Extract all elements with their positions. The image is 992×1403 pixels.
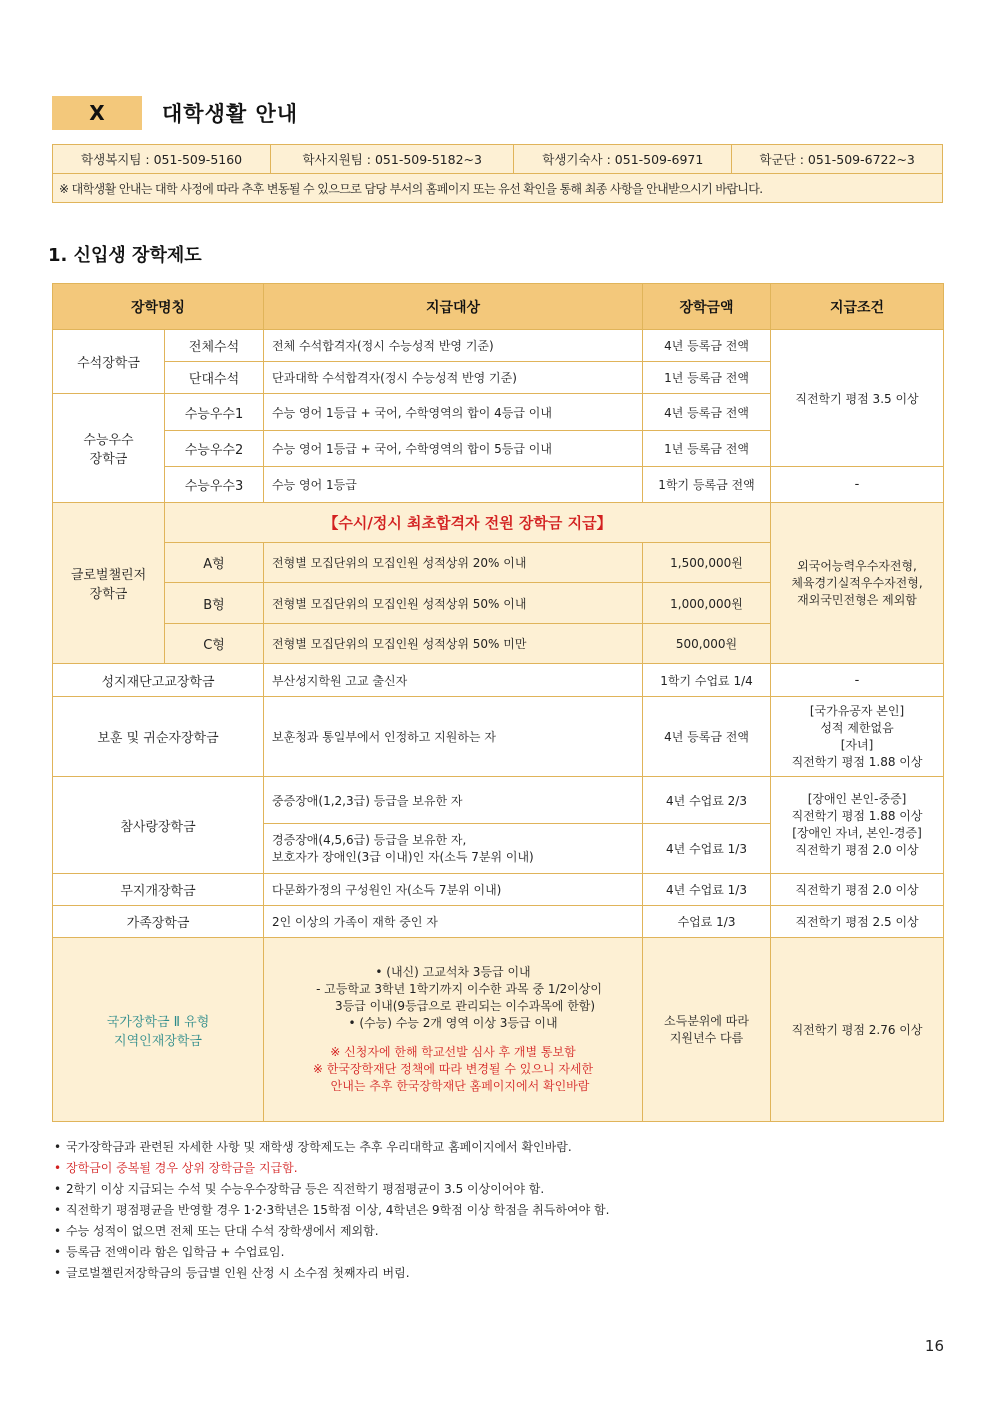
- footnote-item: • 등록금 전액이라 함은 입학금 + 수업료임.: [52, 1242, 943, 1263]
- target-cell: 수능 영어 1등급 + 국어, 수학영역의 합이 5등급 이내: [264, 431, 643, 467]
- footnote-item: • 장학금이 중복될 경우 상위 장학금을 지급함.: [52, 1158, 943, 1179]
- header-amount: 장학금액: [643, 284, 771, 330]
- amount-cell: 1학기 수업료 1/4: [643, 664, 771, 697]
- scholarship-name: 수능우수 장학금: [53, 394, 165, 503]
- condition-cell: 직전학기 평점 2.76 이상: [771, 938, 944, 1122]
- target-cell: 전형별 모집단위의 모집인원 성적상위 50% 이내: [264, 583, 643, 624]
- scholarship-name: 국가장학금 Ⅱ 유형 지역인재장학금: [53, 938, 264, 1122]
- condition-cell: 직전학기 평점 3.5 이상: [771, 330, 944, 467]
- amount-cell: 4년 등록금 전액: [643, 394, 771, 431]
- amount-cell: 500,000원: [643, 624, 771, 664]
- scholarship-subtype: C형: [165, 624, 264, 664]
- target-cell: 전체 수석합격자(정시 수능성적 반영 기준): [264, 330, 643, 362]
- footnotes: [52, 1137, 943, 1284]
- amount-cell: 1년 등록금 전액: [643, 362, 771, 394]
- condition-cell: 직전학기 평점 2.0 이상: [771, 874, 944, 906]
- target-cell: 부산성지학원 고교 출신자: [264, 664, 643, 697]
- footnote-item: • 직전학기 평점평균을 반영할 경우 1·2·3학년은 15학점 이상, 4학년은 9학점 이상 학점을 취득하여야 함.: [52, 1200, 943, 1221]
- footnote-item: • 2학기 이상 지급되는 수석 및 수능우수장학금 등은 직전학기 평점평균이 3.5 이상이어야 함.: [52, 1179, 943, 1200]
- contacts-table: [52, 144, 943, 203]
- footnote-item: • 글로벌챌린저장학금의 등급별 인원 산정 시 소수점 첫째자리 버림.: [52, 1263, 943, 1284]
- amount-cell: 1년 등록금 전액: [643, 431, 771, 467]
- scholarship-subtype: 전체수석: [165, 330, 264, 362]
- target-cell: 중증장애(1,2,3급) 등급을 보유한 자: [264, 777, 643, 824]
- target-cell: 수능 영어 1등급: [264, 467, 643, 503]
- header-target: 지급대상: [264, 284, 643, 330]
- header-condition: 지급조건: [771, 284, 944, 330]
- condition-cell: 직전학기 평점 2.5 이상: [771, 906, 944, 938]
- target-cell: 2인 이상의 가족이 재학 중인 자: [264, 906, 643, 938]
- scholarship-name: 글로벌챌린저 장학금: [53, 503, 165, 664]
- subheading: 1. 신입생 장학제도: [48, 245, 202, 266]
- header-name: 장학명칭: [53, 284, 264, 330]
- contact-rotc: 학군단 : 051-509-6722~3: [732, 145, 943, 174]
- table-row: [53, 938, 944, 1122]
- condition-cell: 외국어능력우수자전형, 체육경기실적우수자전형, 재외국민전형은 제외함: [771, 503, 944, 664]
- condition-cell: -: [771, 664, 944, 697]
- footnote-item: • 수능 성적이 없으면 전체 또는 단대 수석 장학생에서 제외함.: [52, 1221, 943, 1242]
- notice-text: ※ 대학생활 안내는 대학 사정에 따라 추후 변동될 수 있으므로 담당 부서의 홈페이지 또는 유선 확인을 통해 최종 사항을 안내받으시기 바랍니다.: [53, 174, 943, 203]
- section-number-badge: X: [52, 96, 142, 130]
- scholarship-name: 무지개장학금: [53, 874, 264, 906]
- table-row: [53, 330, 944, 362]
- table-row: [53, 697, 944, 777]
- target-cell: 다문화가정의 구성원인 자(소득 7분위 이내): [264, 874, 643, 906]
- table-header-row: [53, 284, 944, 330]
- scholarship-subtype: 수능우수1: [165, 394, 264, 431]
- amount-cell: 소득분위에 따라 지원년수 다름: [643, 938, 771, 1122]
- contact-academic-support: 학사지원팀 : 051-509-5182~3: [271, 145, 514, 174]
- target-cell: 전형별 모집단위의 모집인원 성적상위 20% 이내: [264, 543, 643, 583]
- scholarship-subtype: 수능우수3: [165, 467, 264, 503]
- scholarship-name: 성지재단고교장학금: [53, 664, 264, 697]
- scholarship-table: [52, 283, 944, 1122]
- table-row: [53, 664, 944, 697]
- amount-cell: 4년 수업료 1/3: [643, 824, 771, 874]
- amount-cell: 1학기 등록금 전액: [643, 467, 771, 503]
- scholarship-subtype: A형: [165, 543, 264, 583]
- footnote-item: • 국가장학금과 관련된 자세한 사항 및 재학생 장학제도는 추후 우리대학교 홈페이지에서 확인바람.: [52, 1137, 943, 1158]
- target-cell: 전형별 모집단위의 모집인원 성적상위 50% 미만: [264, 624, 643, 664]
- table-row: [53, 906, 944, 938]
- amount-cell: 1,000,000원: [643, 583, 771, 624]
- scholarship-name: 보훈 및 귀순자장학금: [53, 697, 264, 777]
- page-number: 16: [924, 1337, 944, 1355]
- scholarship-name: 수석장학금: [53, 330, 165, 394]
- condition-cell: [국가유공자 본인] 성적 제한없음 [자녀] 직전학기 평점 1.88 이상: [771, 697, 944, 777]
- table-row: [53, 874, 944, 906]
- section-title: 대학생활 안내: [162, 102, 299, 126]
- amount-cell: 4년 등록금 전액: [643, 330, 771, 362]
- scholarship-name: 참사랑장학금: [53, 777, 264, 874]
- global-banner: 【수시/정시 최초합격자 전원 장학금 지급】: [165, 503, 771, 543]
- scholarship-name: 가족장학금: [53, 906, 264, 938]
- target-cell: 단과대학 수석합격자(정시 수능성적 반영 기준): [264, 362, 643, 394]
- target-cell: 수능 영어 1등급 + 국어, 수학영역의 합이 4등급 이내: [264, 394, 643, 431]
- contact-dormitory: 학생기숙사 : 051-509-6971: [514, 145, 732, 174]
- amount-cell: 4년 수업료 1/3: [643, 874, 771, 906]
- scholarship-subtype: 단대수석: [165, 362, 264, 394]
- condition-cell: -: [771, 467, 944, 503]
- target-cell: • (내신) 고교석차 3등급 이내 - 고등학교 3학년 1학기까지 이수한 과목 중 1/2이상이 3등급 이내(9등급으로 관리되는 이수과목에 한함) • (수능) 수능 2개 영역 이상 3등급 이내 ※ 신청자에 한해 학교선발 심사 후 개별 통보함 ※ 한국장학재단 정책에 따라 변경될 수 있으니 자세한 안내는 추후 한국장학재단 홈페이지에서 확인바람: [264, 938, 643, 1122]
- scholarship-subtype: B형: [165, 583, 264, 624]
- target-cell: 경증장애(4,5,6급) 등급을 보유한 자, 보호자가 장애인(3급 이내)인 자(소득 7분위 이내): [264, 824, 643, 874]
- scholarship-subtype: 수능우수2: [165, 431, 264, 467]
- section-header: [52, 96, 298, 130]
- contact-student-welfare: 학생복지팀 : 051-509-5160: [53, 145, 271, 174]
- table-row: [53, 467, 944, 503]
- amount-cell: 4년 수업료 2/3: [643, 777, 771, 824]
- amount-cell: 1,500,000원: [643, 543, 771, 583]
- condition-cell: [장애인 본인-중증] 직전학기 평점 1.88 이상 [장애인 자녀, 본인-경증] 직전학기 평점 2.0 이상: [771, 777, 944, 874]
- amount-cell: 4년 등록금 전액: [643, 697, 771, 777]
- table-row: [53, 777, 944, 824]
- table-row: [53, 503, 944, 543]
- amount-cell: 수업료 1/3: [643, 906, 771, 938]
- target-cell: 보훈청과 통일부에서 인정하고 지원하는 자: [264, 697, 643, 777]
